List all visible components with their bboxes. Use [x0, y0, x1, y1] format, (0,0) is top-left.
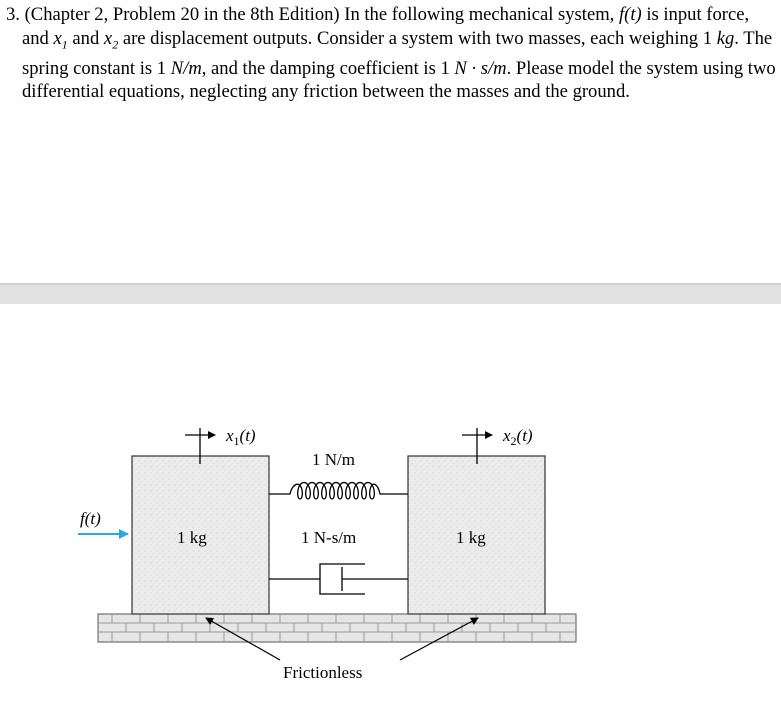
damper-label: 1 N-s/m [301, 528, 357, 547]
x1-symbol: x [53, 27, 62, 49]
mechanical-system-diagram [0, 304, 781, 697]
problem-statement [6, 3, 776, 104]
problem-text-3: are displacement outputs. Consider a system with two masses, each weighing 1 [118, 27, 717, 49]
problem-text-6: . Please model the system using two differential equations, neglecting any friction between the masses and the ground. [22, 57, 776, 103]
spring-label: 1 N/m [312, 450, 355, 469]
problem-text-2: and [67, 27, 104, 49]
ground [98, 614, 576, 642]
x1-label: $x_1(t)$ [226, 426, 256, 448]
mass-1-label: 1 kg [177, 528, 207, 547]
mass-2-label: 1 kg [456, 528, 486, 547]
problem-text-1: is input force, and [22, 4, 750, 49]
section-divider [0, 283, 781, 304]
force-symbol: f(t) [618, 4, 642, 25]
problem-paragraph [6, 3, 776, 104]
frictionless-label: Frictionless [283, 663, 363, 682]
x1-subscript: 1 [61, 37, 68, 52]
force-label: f(t) [80, 509, 101, 528]
problem-text-4: . The spring constant is 1 [22, 27, 773, 79]
spring-unit: N/m [170, 57, 202, 79]
x2-label: $x_2(t)$ [503, 426, 533, 448]
kg-unit: kg [716, 27, 735, 49]
problem-lead-text: 3. (Chapter 2, Problem 20 in the 8th Edition) In the following mechanical system, [6, 4, 619, 25]
spring [269, 483, 408, 500]
x2-subscript: 2 [112, 37, 119, 52]
damping-unit: N · s/m [454, 57, 507, 79]
damper [269, 564, 408, 594]
problem-text-5: , and the damping coefficient is 1 [201, 57, 455, 79]
mechanical-system-figure [0, 304, 781, 697]
x2-symbol: x [103, 27, 113, 49]
